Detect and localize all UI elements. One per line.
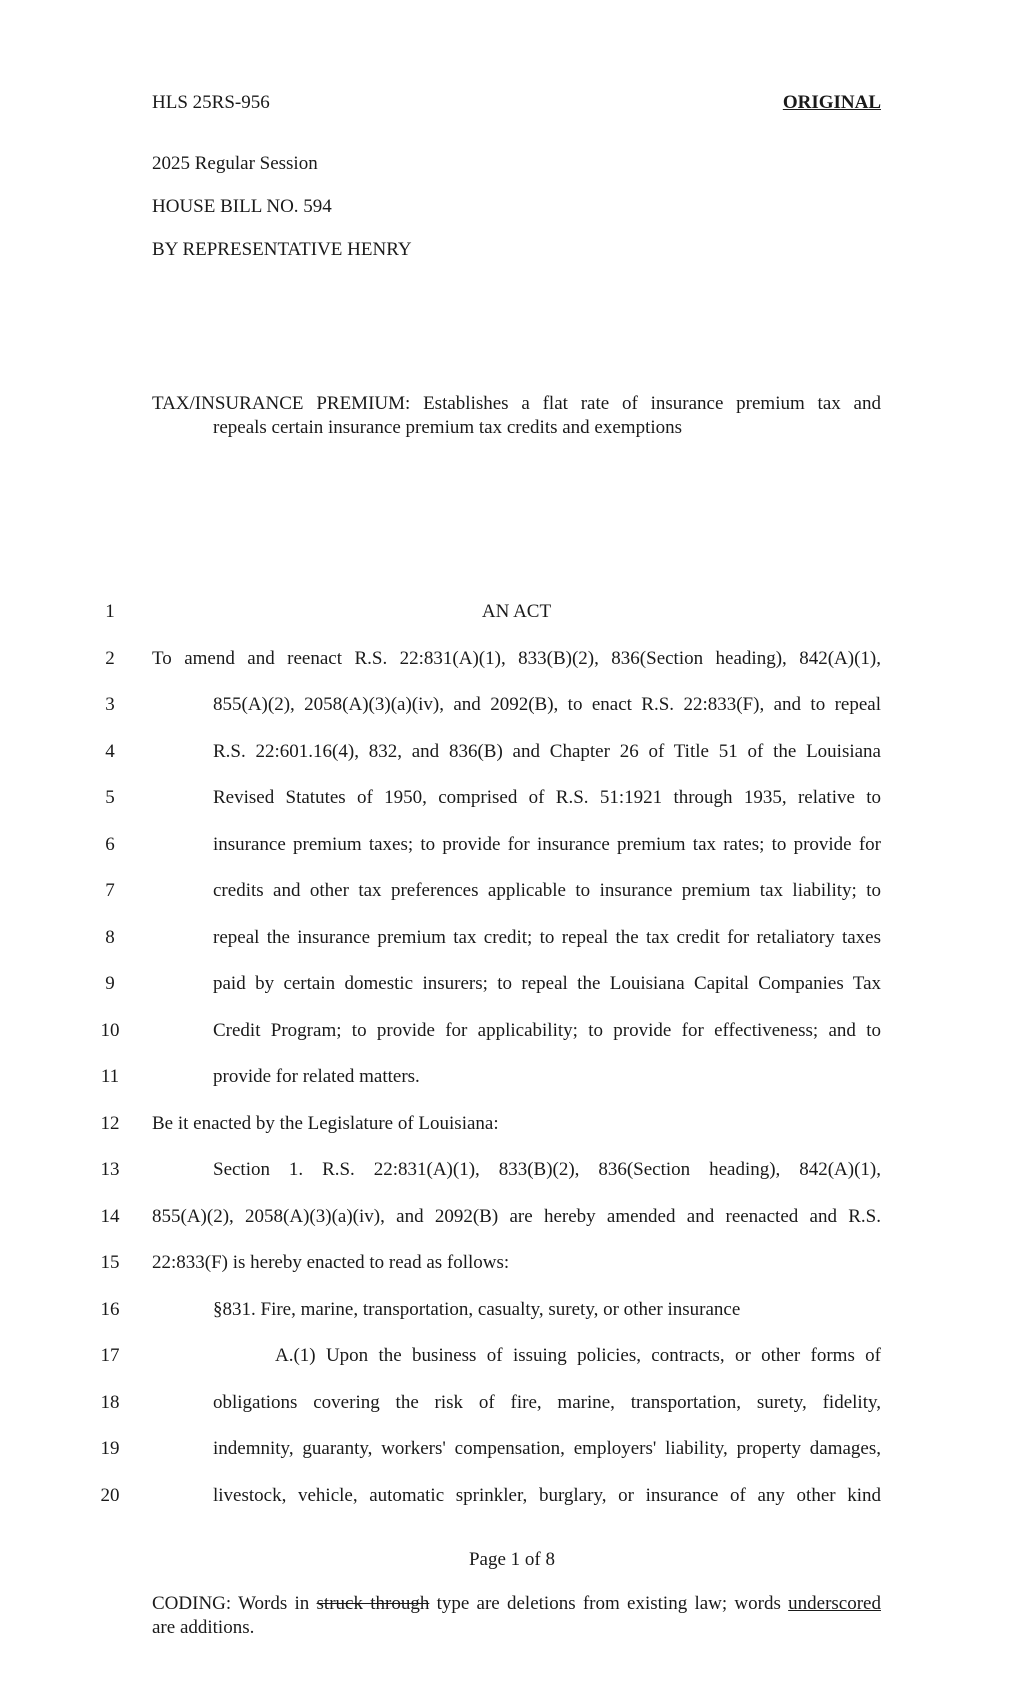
- line-text: 855(A)(2), 2058(A)(3)(a)(iv), and 2092(B), to enact R.S. 22:833(F), and to repeal: [213, 694, 881, 715]
- line-text: insurance premium taxes; to provide for insurance premium tax rates; to provide for: [213, 834, 881, 855]
- line-number: 18: [100, 1392, 120, 1413]
- bill-number: HOUSE BILL NO. 594: [152, 196, 332, 217]
- line-text: obligations covering the risk of fire, marine, transportation, surety, fidelity,: [213, 1392, 881, 1413]
- bill-digest: [152, 392, 881, 440]
- coding-line-1: [152, 1592, 881, 1616]
- line-text: indemnity, guaranty, workers' compensation, employers' liability, property damages,: [213, 1438, 881, 1459]
- section-heading: §831. Fire, marine, transportation, casualty, surety, or other insurance: [213, 1299, 741, 1320]
- line-number: 12: [100, 1113, 120, 1134]
- line-text: repeal the insurance premium tax credit; to repeal the tax credit for retaliatory taxes: [213, 927, 881, 948]
- line-text: Credit Program; to provide for applicability; to provide for effectiveness; and to: [213, 1020, 881, 1041]
- line-number: 13: [100, 1159, 120, 1180]
- line-number: 4: [105, 741, 115, 762]
- digest-line-1: TAX/INSURANCE PREMIUM: Establishes a flat rate of insurance premium tax and: [152, 393, 881, 414]
- line-text: R.S. 22:601.16(4), 832, and 836(B) and Chapter 26 of Title 51 of the Louisiana: [213, 741, 881, 762]
- line-number: 15: [100, 1252, 120, 1273]
- line-number: 16: [100, 1299, 120, 1320]
- line-text: credits and other tax preferences applicable to insurance premium tax liability; to: [213, 880, 881, 901]
- coding-line-2: are additions.: [152, 1617, 255, 1638]
- page-number: Page 1 of 8: [468, 1549, 555, 1570]
- session-label: 2025 Regular Session: [152, 153, 318, 174]
- line-text: Section 1. R.S. 22:831(A)(1), 833(B)(2), 836(Section heading), 842(A)(1),: [213, 1159, 881, 1180]
- line-text: A.(1) Upon the business of issuing policies, contracts, or other forms of: [275, 1345, 881, 1366]
- line-number: 6: [105, 834, 115, 855]
- line-text: provide for related matters.: [213, 1066, 420, 1087]
- coding-underscore-example: underscored: [788, 1593, 881, 1614]
- line-number: 20: [100, 1485, 120, 1506]
- line-text: 855(A)(2), 2058(A)(3)(a)(iv), and 2092(B) are hereby amended and reenacted and R.S.: [152, 1206, 881, 1227]
- line-text: Be it enacted by the Legislature of Louisiana:: [152, 1113, 499, 1134]
- coding-prefix: CODING: Words in: [152, 1593, 317, 1614]
- line-text: paid by certain domestic insurers; to repeal the Louisiana Capital Companies Tax: [213, 973, 881, 994]
- digest-line-2: repeals certain insurance premium tax credits and exemptions: [213, 417, 683, 438]
- line-number: 5: [105, 787, 115, 808]
- line-number: 8: [105, 927, 115, 948]
- coding-middle: type are deletions from existing law; words: [429, 1593, 789, 1614]
- document-id: HLS 25RS-956: [152, 92, 270, 113]
- line-number: 11: [100, 1066, 120, 1087]
- line-number: 1: [105, 601, 115, 622]
- line-number: 10: [100, 1020, 120, 1041]
- act-title: AN ACT: [481, 601, 552, 622]
- line-number: 3: [105, 694, 115, 715]
- line-number: 17: [100, 1345, 120, 1366]
- coding-note: [152, 1592, 881, 1640]
- line-number: 19: [100, 1438, 120, 1459]
- line-text: To amend and reenact R.S. 22:831(A)(1), 833(B)(2), 836(Section heading), 842(A)(1),: [152, 648, 881, 669]
- line-number: 14: [100, 1206, 120, 1227]
- coding-strike-example: struck through: [316, 1593, 430, 1614]
- line-number: 9: [105, 973, 115, 994]
- line-text: Revised Statutes of 1950, comprised of R.S. 51:1921 through 1935, relative to: [213, 787, 881, 808]
- bill-author: BY REPRESENTATIVE HENRY: [152, 239, 412, 260]
- line-text: livestock, vehicle, automatic sprinkler, burglary, or insurance of any other kind: [213, 1485, 881, 1506]
- line-number: 7: [105, 880, 115, 901]
- line-number: 2: [105, 648, 115, 669]
- line-text: 22:833(F) is hereby enacted to read as follows:: [152, 1252, 510, 1273]
- version-label: ORIGINAL: [782, 92, 881, 113]
